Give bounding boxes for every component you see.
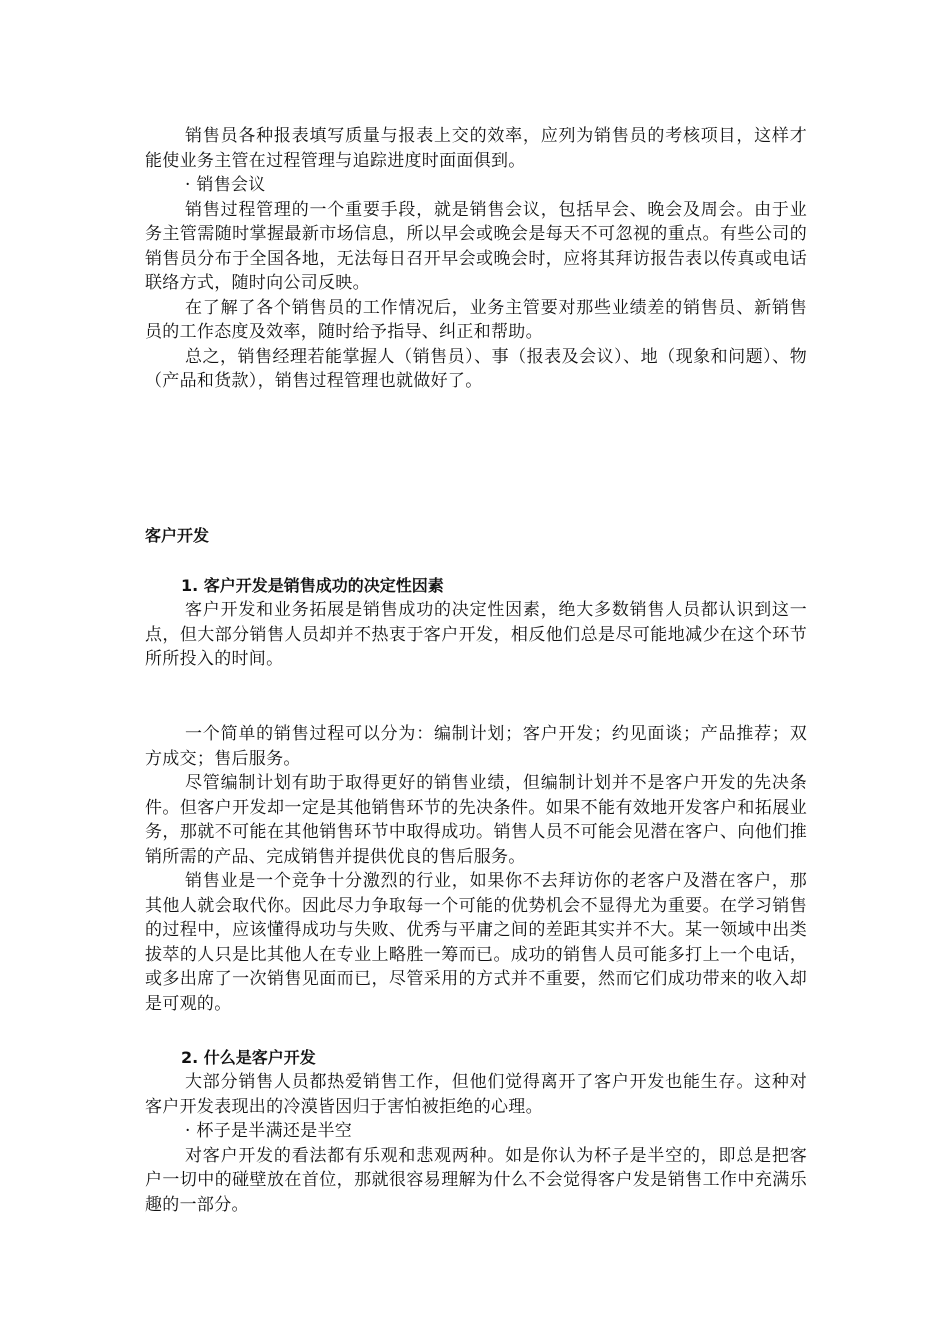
paragraph: 尽管编制计划有助于取得更好的销售业绩，但编制计划并不是客户开发的先决条件。但客户开发却一定是其他销售环节的先决条件。如果不能有效地开发客户和拓展业务，那就不可能在其他销售环节中取得成功。销售人员不可能会见潜在客户、向他们推销所需的产品、完成销售并提供优良的售后服务。 xyxy=(145,773,807,867)
bullet-item: · 杯子是半满还是半空 xyxy=(185,1121,353,1141)
paragraph: 在了解了各个销售员的工作情况后，业务主管要对那些业绩差的销售员、新销售员的工作态度及效率，随时给予指导、纠正和帮助。 xyxy=(145,297,807,342)
paragraph: 总之，销售经理若能掌握人（销售员）、事（报表及会议）、地（现象和问题）、物（产品和货款），销售过程管理也就做好了。 xyxy=(145,346,807,391)
paragraph: 一个简单的销售过程可以分为：编制计划；客户开发；约见面谈；产品推荐；双方成交；售后服务。 xyxy=(145,724,807,769)
subsection-2 xyxy=(145,1046,807,1217)
section-title: 客户开发 xyxy=(145,526,210,545)
subsection-1 xyxy=(145,574,807,672)
sales-process-section xyxy=(145,722,807,1016)
paragraph: 对客户开发的看法都有乐观和悲观两种。如是你认为杯子是半空的，即总是把客户一切中的碰壁放在首位，那就很容易理解为什么不会觉得客户发是销售工作中充满乐趣的一部分。 xyxy=(145,1145,807,1215)
paragraph: 销售员各种报表填写质量与报表上交的效率，应列为销售员的考核项目，这样才能使业务主管在过程管理与追踪进度时面面俱到。 xyxy=(145,126,807,171)
subsection-heading: 2. 什么是客户开发 xyxy=(181,1048,316,1067)
subsection-heading: 1. 客户开发是销售成功的决定性因素 xyxy=(181,576,444,595)
paragraph: 大部分销售人员都热爱销售工作，但他们觉得离开了客户开发也能生存。这种对客户开发表现出的冷漠皆因归于害怕被拒绝的心理。 xyxy=(145,1072,807,1117)
bullet-item: · 销售会议 xyxy=(185,175,266,195)
paragraph: 销售业是一个竞争十分激烈的行业，如果你不去拜访你的老客户及潜在客户，那其他人就会取代你。因此尽力争取每一个可能的优势机会不显得尤为重要。在学习销售的过程中，应该懂得成功与失败、优秀与平庸之间的差距其实并不大。某一领域中出类拔萃的人只是比其他人在专业上略胜一筹而已。成功的销售人员可能多打上一个电话，或多出席了一次销售见面而已，尽管采用的方式并不重要，然而它们成功带来的收入却是可观的。 xyxy=(145,871,807,1014)
sales-management-section xyxy=(145,124,807,394)
paragraph: 销售过程管理的一个重要手段，就是销售会议，包括早会、晚会及周会。由于业务主管需随时掌握最新市场信息，所以早会或晚会是每天不可忽视的重点。有些公司的销售员分布于全国各地，无法每日召开早会或晚会时，应将其拜访报告表以传真或电话联络方式，随时向公司反映。 xyxy=(145,199,807,293)
paragraph: 客户开发和业务拓展是销售成功的决定性因素，绝大多数销售人员都认识到这一点，但大部分销售人员却并不热衷于客户开发，相反他们总是尽可能地减少在这个环节所所投入的时间。 xyxy=(145,600,807,669)
section-heading-block xyxy=(145,524,807,548)
